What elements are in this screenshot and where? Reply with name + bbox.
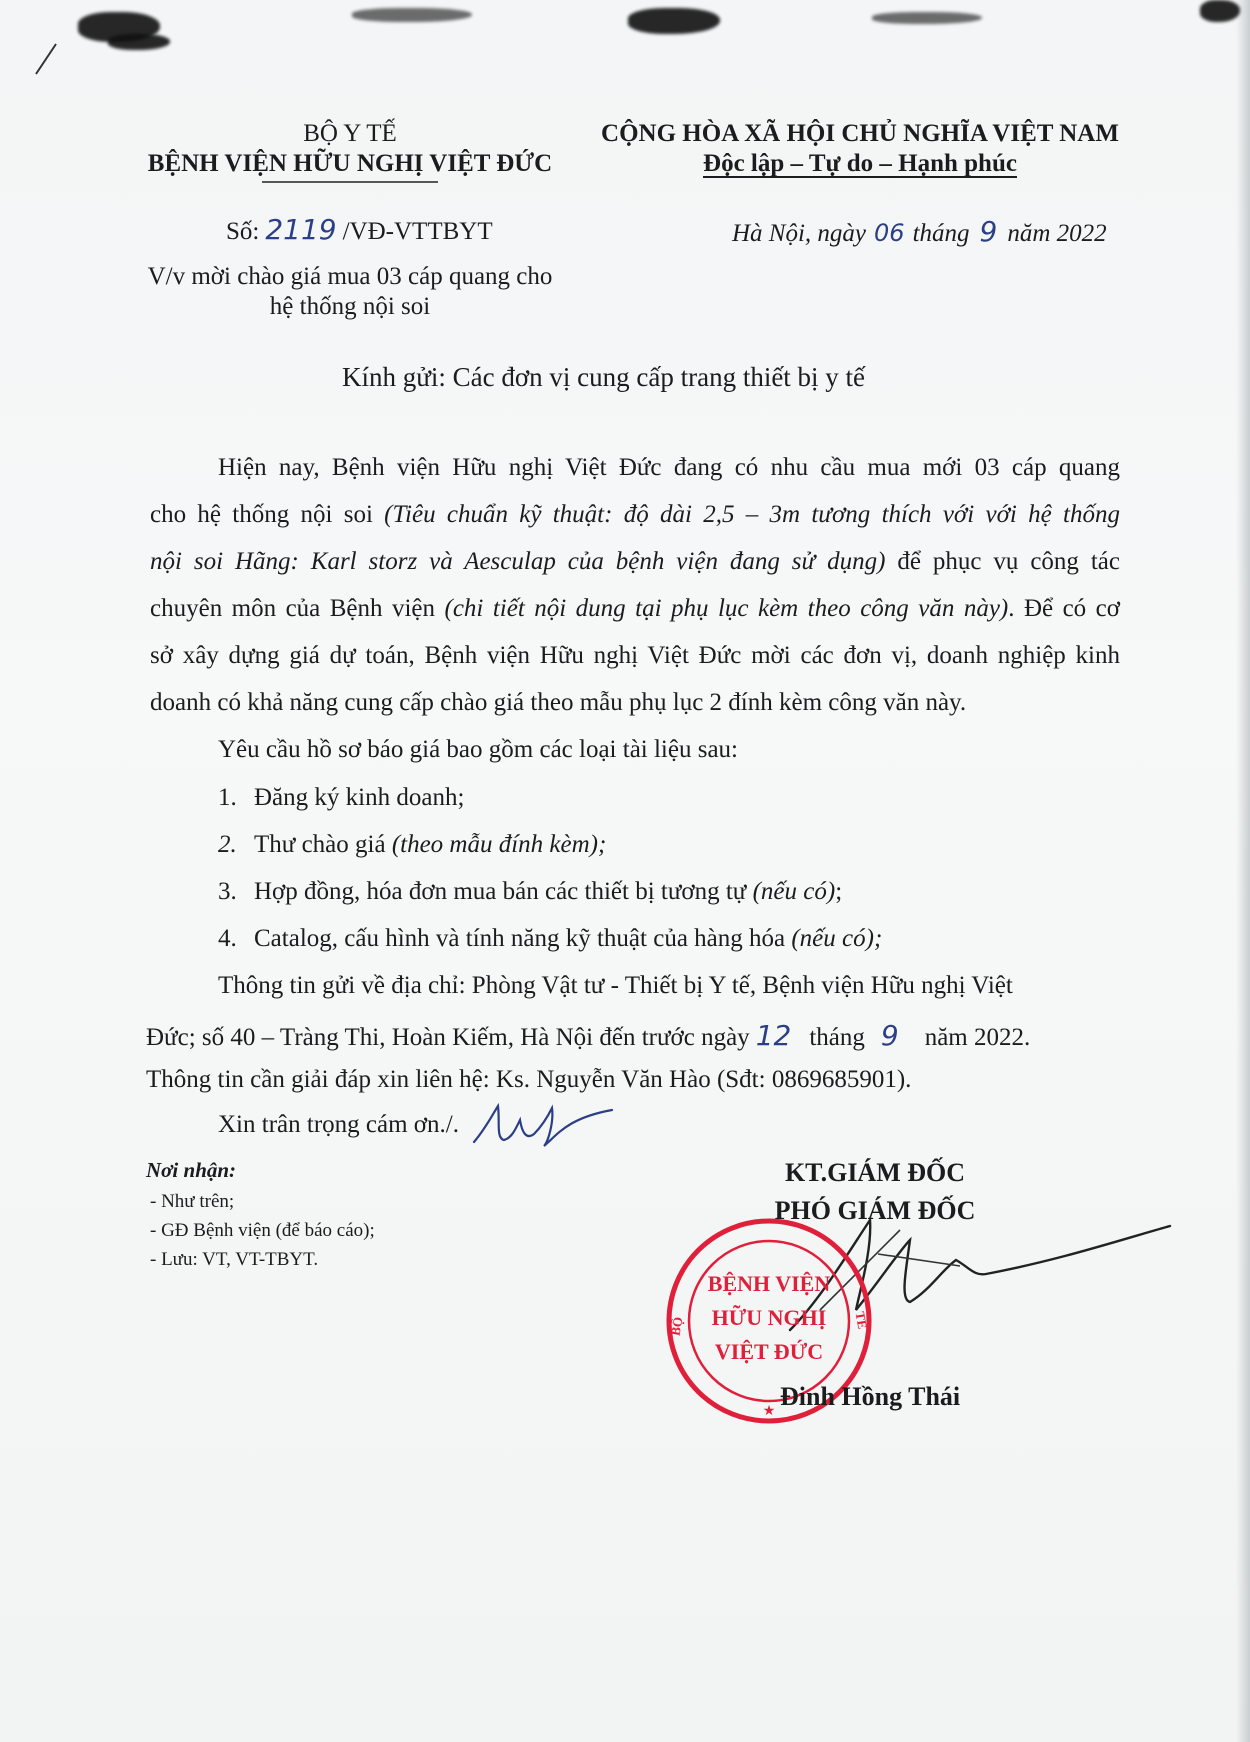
item-note: (nếu có) <box>752 878 836 905</box>
recipients-title: Nơi nhận: <box>146 1158 237 1182</box>
item-note: (theo mẫu đính kèm); <box>391 831 607 858</box>
header-underline <box>262 180 438 184</box>
body-text: để phục vụ công tác <box>885 548 1120 575</box>
doc-number-suffix: /VĐ-VTTBYT <box>342 218 493 245</box>
item-text: Catalog, cấu hình và tính năng kỹ thuật của hàng hóa <box>254 925 792 952</box>
date-day: 06 <box>874 219 905 247</box>
body-italic: (Tiêu chuẩn kỹ thuật: độ dài 2,5 – 3m tương thích với với hệ thống <box>384 501 1120 528</box>
item-number: 4. <box>218 925 237 952</box>
item-text: Đăng ký kinh doanh; <box>254 784 465 811</box>
date-month-label: tháng <box>912 220 970 247</box>
signature-title-1: KT.GIÁM ĐỐC <box>784 1158 966 1187</box>
requirement-item-2 <box>218 831 606 859</box>
requirements-intro: Yêu cầu hồ sơ báo giá bao gồm các loại tài liệu sau: <box>218 736 738 763</box>
redaction-blot <box>628 8 720 34</box>
item-text: Hợp đồng, hóa đơn mua bán các thiết bị tương tự <box>254 878 753 905</box>
requirement-item-1 <box>218 784 464 812</box>
contact-line: Thông tin cần giải đáp xin liên hệ: Ks. Nguyễn Văn Hào (Sđt: 0869685901). <box>146 1066 912 1093</box>
address-text: Đức; số 40 – Tràng Thi, Hoàn Kiếm, Hà Nội đến trước ngày <box>146 1024 750 1051</box>
doc-number-prefix: Số: <box>226 218 260 245</box>
date-year: năm 2022 <box>1007 220 1107 247</box>
seal-text-left: BỘ <box>667 1315 686 1337</box>
item-tail: ; <box>835 878 843 905</box>
signer-name: Đinh Hồng Thái <box>780 1382 961 1411</box>
subject-line-1: V/v mời chào giá mua 03 cáp quang cho <box>147 263 553 290</box>
body-text: . Để có cơ <box>1008 595 1120 622</box>
recipient-item: - Như trên; <box>150 1191 235 1212</box>
address-month: 9 <box>880 1019 899 1052</box>
item-number: 3. <box>218 878 237 905</box>
body-italic: (chi tiết nội dung tại phụ lục kèm theo công văn này) <box>444 595 1009 622</box>
national-motto: Độc lập – Tự do – Hạnh phúc <box>703 150 1017 177</box>
body-line <box>150 491 1120 538</box>
body-text: chuyên môn của Bệnh viện <box>150 595 445 622</box>
redaction-blot <box>872 12 982 24</box>
hospital-name: BỆNH VIỆN HỮU NGHỊ VIỆT ĐỨC <box>147 150 553 177</box>
seal-text-1: BỆNH VIỆN <box>707 1271 831 1296</box>
subject-line-2: hệ thống nội soi <box>269 293 431 320</box>
item-note: (nếu có); <box>791 925 883 952</box>
page-edge <box>1236 0 1250 1742</box>
item-number: 1. <box>218 784 237 811</box>
pen-mark <box>30 40 60 80</box>
seal-text-3: VIỆT ĐỨC <box>714 1339 824 1364</box>
address-day: 12 <box>755 1019 792 1052</box>
salutation: Kính gửi: Các đơn vị cung cấp trang thiết bị y tế <box>342 362 866 392</box>
initials-signature <box>468 1098 618 1154</box>
item-number: 2. <box>218 831 237 858</box>
address-year: năm 2022. <box>924 1024 1031 1051</box>
date-place: Hà Nội, ngày <box>732 220 867 247</box>
body-line: sở xây dựng giá dự toán, Bệnh viện Hữu nghị Việt Đức mời các đơn vị, doanh nghiệp kinh <box>150 642 1120 669</box>
body-line: doanh có khả năng cung cấp chào giá theo mẫu phụ lục 2 đính kèm công văn này. <box>150 689 967 716</box>
recipient-item: - Lưu: VT, VT-TBYT. <box>150 1249 319 1270</box>
ministry-name: BỘ Y TẾ <box>303 120 397 147</box>
requirement-item-4 <box>218 925 882 953</box>
address-line-2 <box>146 1019 1030 1052</box>
document-number <box>226 213 493 246</box>
redaction-blot <box>1200 0 1240 22</box>
document-date <box>732 215 1107 248</box>
body-line <box>150 538 1120 585</box>
recipient-item: - GĐ Bệnh viện (để báo cáo); <box>150 1220 375 1241</box>
address-line-1: Thông tin gửi về địa chỉ: Phòng Vật tư - Thiết bị Y tế, Bệnh viện Hữu nghị Việt <box>218 972 1013 999</box>
requirement-item-3 <box>218 878 842 906</box>
redaction-blot <box>352 8 472 22</box>
body-line <box>150 585 1120 632</box>
seal-star-icon: ★ <box>762 1404 776 1419</box>
date-month: 9 <box>979 215 998 248</box>
nation-name: CỘNG HÒA XÃ HỘI CHỦ NGHĨA VIỆT NAM <box>601 120 1119 147</box>
seal-text-right: TẾ <box>852 1310 871 1331</box>
redaction-blot <box>108 34 170 50</box>
body-paragraph <box>150 444 1120 726</box>
doc-number-handwritten: 2119 <box>265 213 337 246</box>
body-line: Hiện nay, Bệnh viện Hữu nghị Việt Đức đang có nhu cầu mua mới 03 cáp quang <box>218 454 1120 481</box>
address-month-label: tháng <box>809 1024 865 1051</box>
body-text: cho hệ thống nội soi <box>150 501 385 528</box>
seal-text-2: HỮU NGHỊ <box>711 1305 827 1330</box>
signature-title-2: PHÓ GIÁM ĐỐC <box>774 1196 976 1225</box>
item-text: Thư chào giá <box>254 831 392 858</box>
thanks-line: Xin trân trọng cám ơn./. <box>218 1111 459 1138</box>
body-italic: nội soi Hãng: Karl storz và Aesculap của bệnh viện đang sử dụng) <box>150 548 886 575</box>
